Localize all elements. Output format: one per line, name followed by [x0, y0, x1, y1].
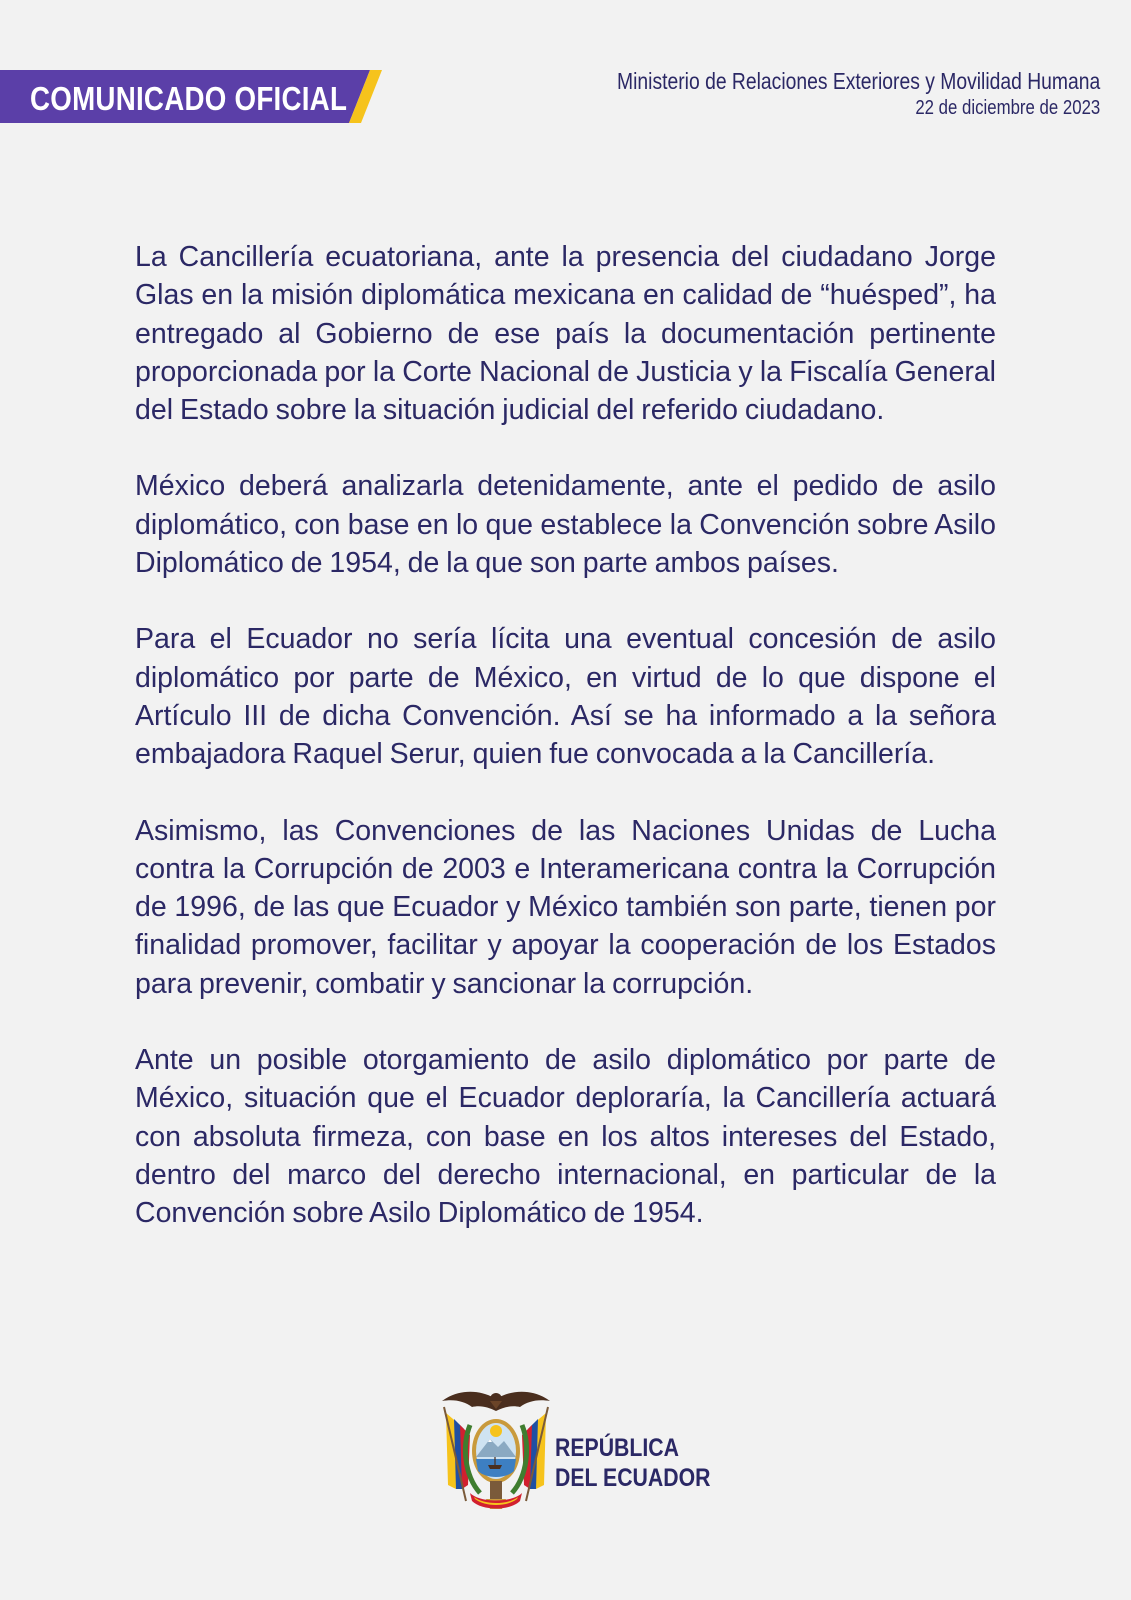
- footer-logo: [440, 1385, 711, 1520]
- paragraph-2: México deberá analizarla detenidamente, ante el pedido de asilo diplomático, con base en lo que establece la Convención sobre Asilo Diplomático de 1954, de la que son parte ambos países.: [135, 470, 996, 580]
- paragraph-3: Para el Ecuador no sería lícita una eventual concesión de asilo diplomático por parte de México, en virtud de lo que dispone el Artículo III de dicha Convención. Así se ha informado a la señora embajadora Raquel Serur, quien fue convocada a la Cancillería.: [135, 623, 996, 771]
- paragraph-5: Ante un posible otorgamiento de asilo diplomático por parte de México, situación que el Ecuador deploraría, la Cancillería actuará con absoluta firmeza, con base en los altos intereses del Estado, dentro del marco del derecho internacional, en particular de la Convención sobre Asilo Diplomático de 1954.: [135, 1044, 996, 1230]
- official-statement-badge: [0, 70, 382, 123]
- badge-label: COMUNICADO OFICIAL: [30, 80, 348, 117]
- ministry-name: Ministerio de Relaciones Exteriores y Movilidad Humana: [616, 68, 1100, 94]
- paragraph-4: Asimismo, las Convenciones de las Naciones Unidas de Lucha contra la Corrupción de 2003 e Interamericana contra la Corrupción de 1996, de las que Ecuador y México también son parte, tienen por finalidad promover, facilitar y apoyar la cooperación de los Estados para prevenir, combatir y sancionar la corrupción.: [135, 814, 996, 1000]
- country-name-line-2: DEL ECUADOR: [555, 1464, 711, 1492]
- country-name: [555, 1433, 710, 1493]
- statement-body: [135, 238, 996, 1271]
- paragraph-1: La Cancillería ecuatoriana, ante la presencia del ciudadano Jorge Glas en la misión diplomática mexicana en calidad de “huésped”, ha entregado al Gobierno de ese país la documentación pertinente proporcionada por la Corte Nacional de Justicia y la Fiscalía General del Estado sobre la situación judicial del referido ciudadano.: [135, 241, 996, 427]
- country-name-line-1: REPÚBLICA: [555, 1434, 679, 1462]
- ecuador-coat-of-arms-icon: [440, 1385, 552, 1520]
- header-info: [525, 66, 1100, 120]
- statement-date: 22 de diciembre de 2023: [915, 97, 1100, 119]
